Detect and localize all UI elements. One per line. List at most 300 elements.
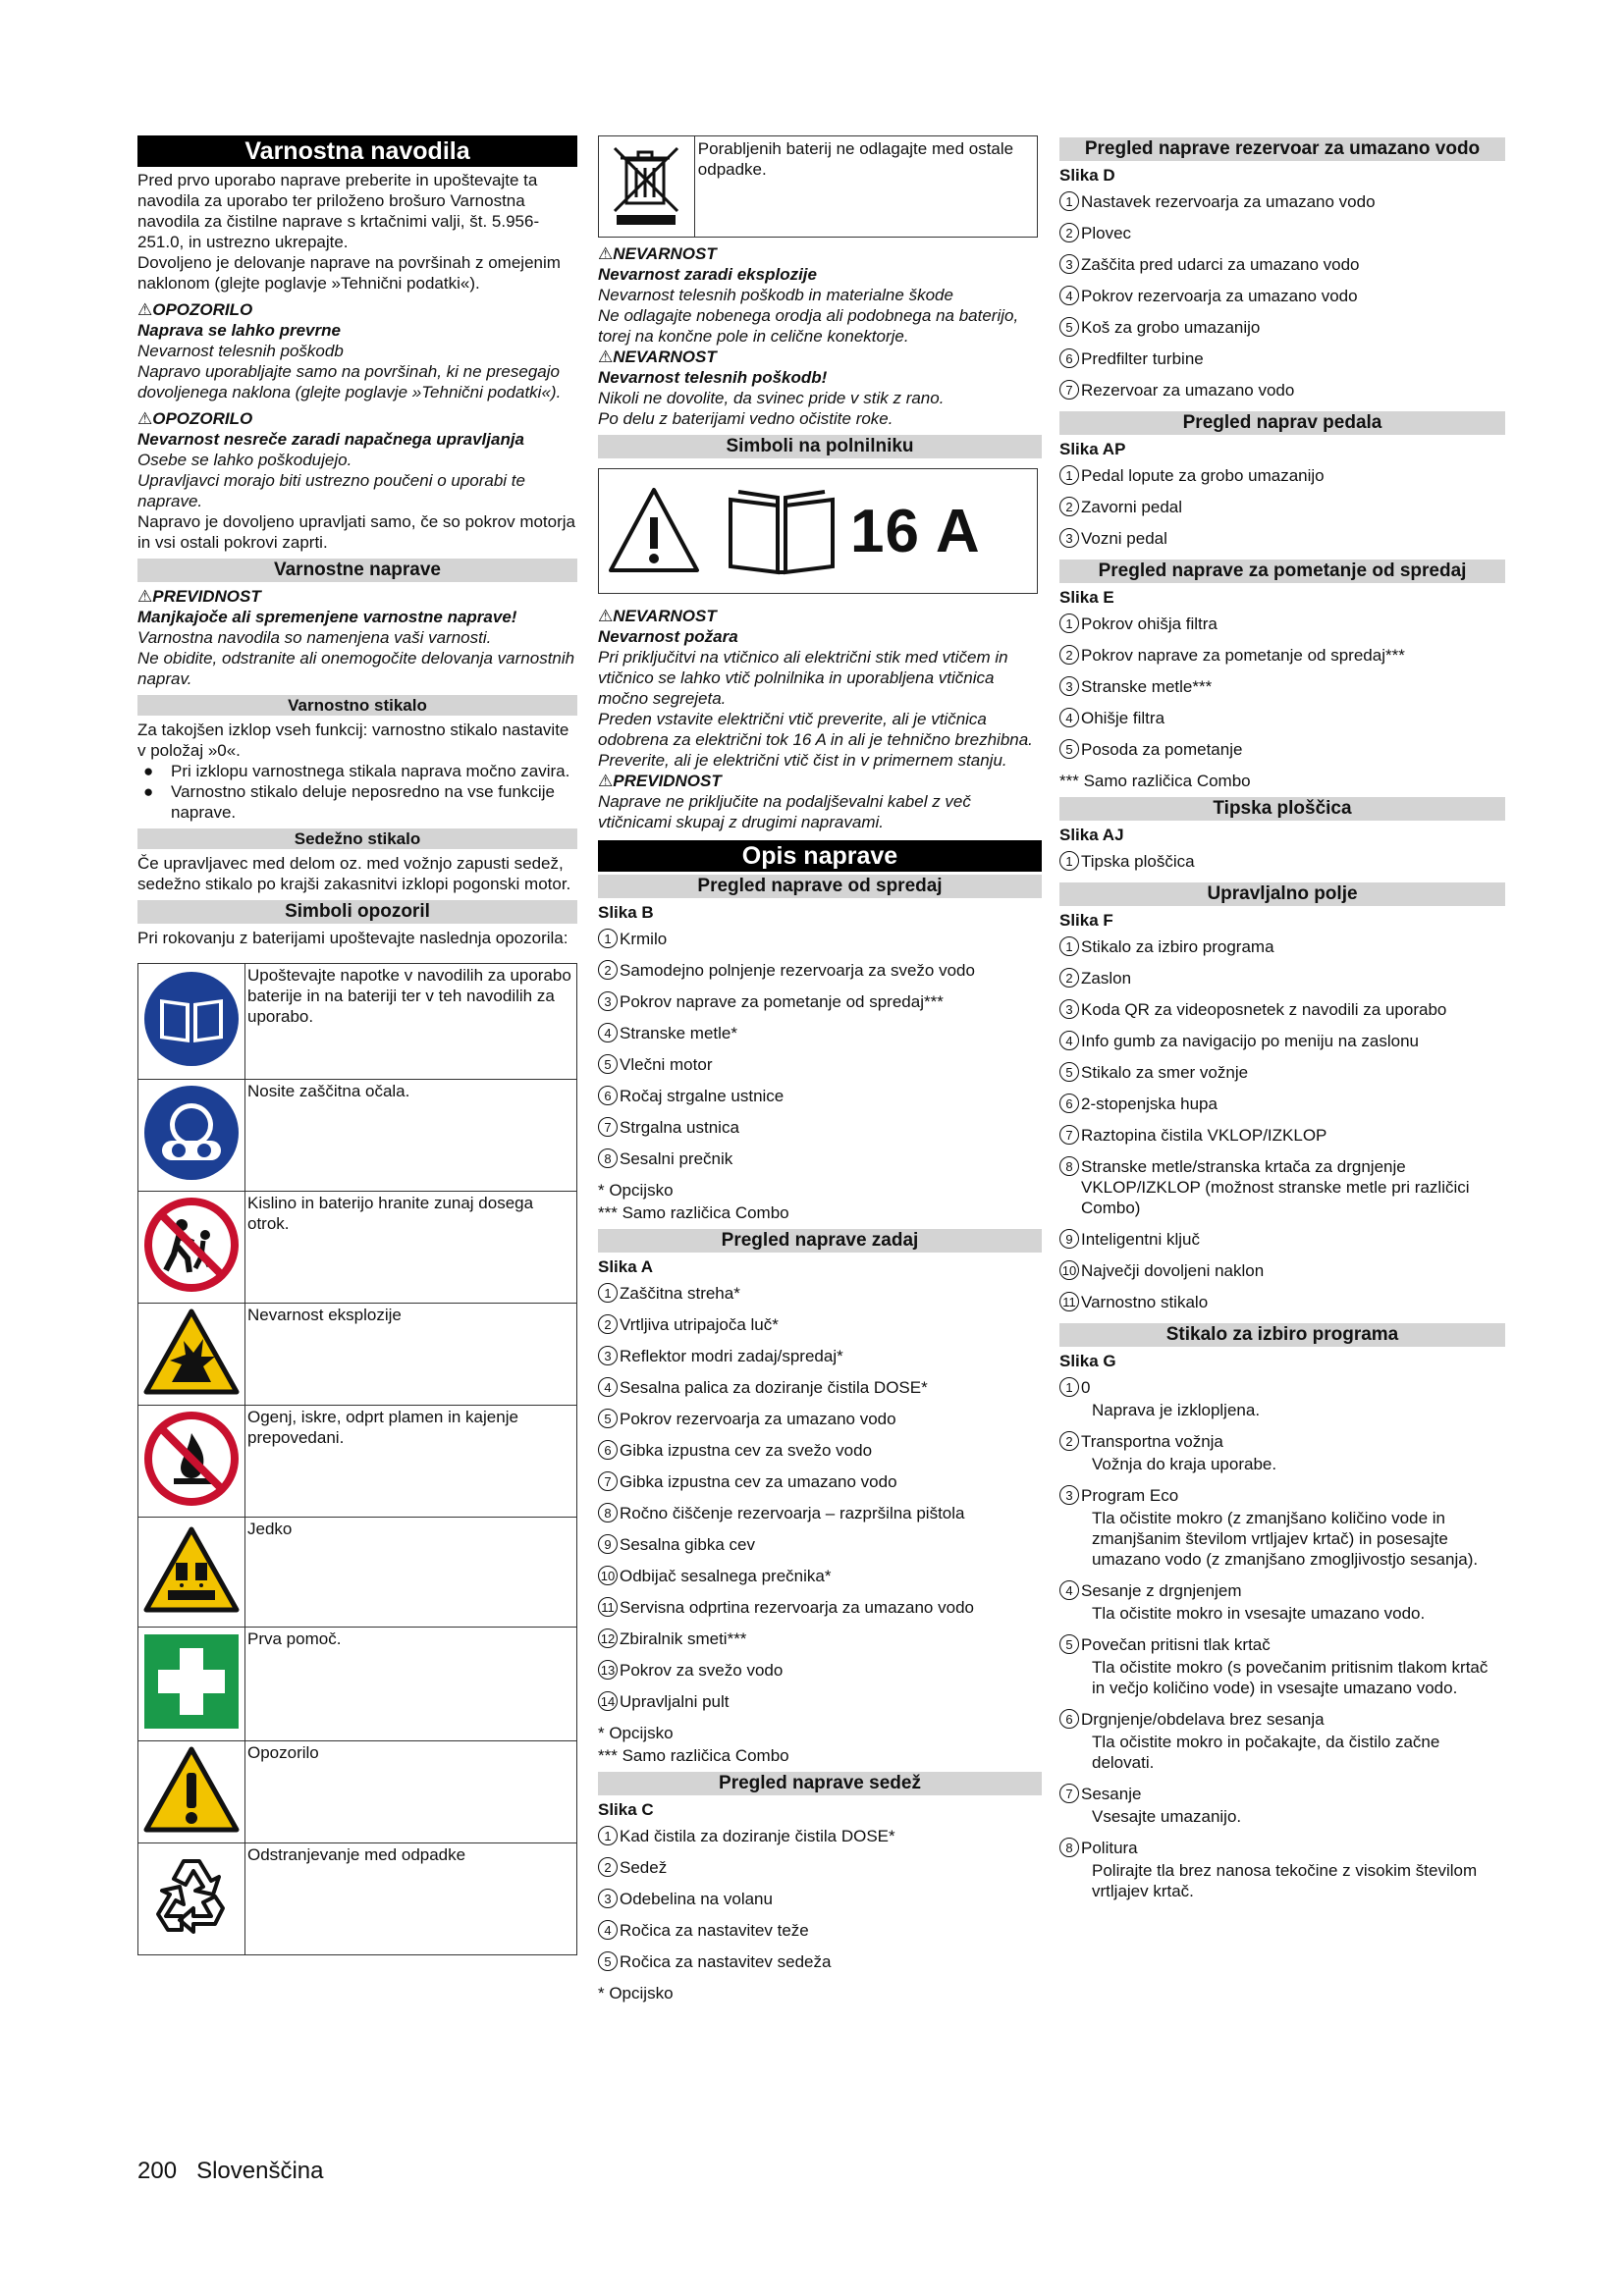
list-item xyxy=(1059,191,1505,212)
item-number: 7 xyxy=(1059,380,1079,400)
pedal-list xyxy=(1059,465,1505,549)
item-text: Odbijač sesalnega prečnika* xyxy=(620,1567,832,1585)
warning-text: Ne obidite, odstranite ali onemogočite delovanja varnostnih naprav. xyxy=(137,649,575,688)
item-text: Ročaj strgalne ustnice xyxy=(620,1087,785,1105)
item-number: 1 xyxy=(598,1826,618,1845)
danger-text: Ne odlagajte nobenega orodja ali podobnega na baterijo, torej na končne pole in celične konektorje. xyxy=(598,306,1019,346)
safety-switch-text: Za takojšen izklop vseh funkcij: varnostno stikalo nastavite v položaj »0«. xyxy=(137,721,569,760)
item-text: Vrtljiva utripajoča luč* xyxy=(620,1315,779,1334)
item-text: Vozni pedal xyxy=(1081,529,1167,548)
symbols-intro: Pri rokovanju z baterijami upoštevajte naslednja opozorila: xyxy=(137,929,568,947)
item-text: Reflektor modri zadaj/spredaj* xyxy=(620,1347,843,1365)
list-item xyxy=(1059,528,1505,549)
figure-label: Slika C xyxy=(598,1800,654,1819)
item-number: 9 xyxy=(598,1534,618,1554)
item-text: Sedež xyxy=(620,1858,668,1877)
item-text: Sesalna palica za doziranje čistila DOSE* xyxy=(620,1378,928,1397)
item-text: Stranske metle*** xyxy=(1081,677,1213,696)
sweep-list xyxy=(1059,614,1505,760)
list-item xyxy=(1059,614,1505,634)
table-row xyxy=(138,1406,577,1518)
item-number: 4 xyxy=(1059,286,1079,305)
program-item xyxy=(1059,1838,1505,1901)
program-description: Tla očistite mokro (z zmanjšano količino vode in zmanjšanim številom vrtljajev krtač) in posesajte umazano vodo (z zmanjšano zmogljivostjo sesanja). xyxy=(1092,1509,1479,1569)
item-number: 1 xyxy=(598,929,618,948)
list-item xyxy=(1059,380,1505,400)
item-number: 5 xyxy=(1059,317,1079,337)
item-text: Sesalna gibka cev xyxy=(620,1535,755,1554)
list-item xyxy=(1059,1125,1505,1146)
list-item xyxy=(1059,968,1505,988)
item-number: 1 xyxy=(1059,191,1079,211)
item-number: 13 xyxy=(598,1660,618,1680)
item-text: Kad čistila za doziranje čistila DOSE* xyxy=(620,1827,895,1845)
footnote: *** Samo različica Combo xyxy=(598,1746,789,1765)
item-number: 1 xyxy=(1059,1377,1079,1397)
symbol-text: Ogenj, iskre, odprt plamen in kajenje prepovedani. xyxy=(245,1406,577,1518)
item-number: 5 xyxy=(598,1951,618,1971)
item-number: 3 xyxy=(1059,999,1079,1019)
intro-paragraph-2: Dovoljeno je delovanje naprave na površinah z omejenim naklonom (glejte poglavje »Tehnični podatki«). xyxy=(137,253,561,293)
item-text: Stranske metle/stranska krtača za drgnjenje VKLOP/IZKLOP (možnost stranske metle pri različici Combo) xyxy=(1081,1157,1470,1217)
item-text: Zbiralnik smeti*** xyxy=(620,1629,747,1648)
heading-control-panel: Upravljalno polje xyxy=(1059,882,1505,906)
item-number: 10 xyxy=(598,1566,618,1585)
symbol-text: Upoštevajte napotke v navodilih za uporabo baterije in na bateriji ter v teh navodilih za uporabo. xyxy=(245,964,577,1080)
list-item xyxy=(598,1283,1042,1304)
item-number: 1 xyxy=(598,1283,618,1303)
list-item xyxy=(598,1857,1042,1878)
danger-label: ⚠NEVARNOST xyxy=(598,244,717,263)
corrosive-icon xyxy=(142,1525,241,1614)
table-row xyxy=(138,1304,577,1406)
item-number: 1 xyxy=(1059,851,1079,871)
figure-label: Slika B xyxy=(598,903,654,922)
warning-text: Osebe se lahko poškodujejo. xyxy=(137,451,352,469)
explosion-icon xyxy=(142,1308,241,1396)
table-row xyxy=(138,1628,577,1741)
item-text: Nastavek rezervoarja za umazano vodo xyxy=(1081,192,1376,211)
list-item xyxy=(1059,676,1505,697)
figure-label: Slika G xyxy=(1059,1352,1116,1370)
list-item xyxy=(1059,1062,1505,1083)
list-item xyxy=(1059,1094,1505,1114)
item-number: 4 xyxy=(598,1023,618,1042)
item-number: 8 xyxy=(1059,1156,1079,1176)
item-text: Strgalna ustnica xyxy=(620,1118,739,1137)
program-name: 0 xyxy=(1081,1378,1091,1397)
column-description xyxy=(598,135,1042,2005)
heading-safety-switch: Varnostno stikalo xyxy=(137,695,577,716)
symbol-text: Opozorilo xyxy=(245,1741,577,1843)
item-text: Pokrov za svežo vodo xyxy=(620,1661,784,1680)
item-number: 5 xyxy=(598,1409,618,1428)
item-number: 11 xyxy=(598,1597,618,1617)
item-number: 9 xyxy=(1059,1229,1079,1249)
item-number: 3 xyxy=(1059,528,1079,548)
symbol-text: Nevarnost eksplozije xyxy=(245,1304,577,1406)
program-name: Drgnjenje/obdelava brez sesanja xyxy=(1081,1710,1325,1729)
danger-text: Preden vstavite električni vtič preverite, ali je vtičnica odobrena za električni tok 16 A in ali je tehnično brezhibna. xyxy=(598,710,1033,749)
current-rating: 16 A xyxy=(850,497,981,565)
list-item xyxy=(1059,936,1505,957)
item-number: 6 xyxy=(1059,1094,1079,1113)
item-number: 6 xyxy=(1059,1709,1079,1729)
heading-safety-devices: Varnostne naprave xyxy=(137,559,577,582)
footer-language: Slovenščina xyxy=(196,2158,324,2184)
danger-text: Po delu z baterijami vedno očistite roke. xyxy=(598,409,893,428)
heading-rear-view: Pregled naprave zadaj xyxy=(598,1229,1042,1253)
list-item xyxy=(598,1629,1042,1649)
program-description: Tla očistite mokro in vsesajte umazano vodo. xyxy=(1092,1604,1426,1623)
footnote: * Opcijsko xyxy=(598,1181,674,1200)
list-item xyxy=(1059,1260,1505,1281)
item-text: Gibka izpustna cev za umazano vodo xyxy=(620,1472,897,1491)
table-row xyxy=(138,1080,577,1192)
list-item xyxy=(1059,286,1505,306)
program-item xyxy=(1059,1634,1505,1698)
list-item xyxy=(1059,254,1505,275)
list-item xyxy=(598,1117,1042,1138)
item-text: Inteligentni ključ xyxy=(1081,1230,1200,1249)
item-number: 5 xyxy=(1059,1634,1079,1654)
list-item xyxy=(1059,1031,1505,1051)
table-row xyxy=(138,964,577,1080)
recycling-icon xyxy=(142,1847,241,1946)
warning-triangle-icon xyxy=(605,484,703,578)
item-number: 1 xyxy=(1059,936,1079,956)
item-text: Koda QR za videoposnetek z navodili za uporabo xyxy=(1081,1000,1447,1019)
item-text: Pokrov naprave za pometanje od spredaj*** xyxy=(1081,646,1405,665)
item-text: Predfilter turbine xyxy=(1081,349,1204,368)
item-text: Ročica za nastavitev teže xyxy=(620,1921,809,1940)
item-text: Koš za grobo umazanijo xyxy=(1081,318,1261,337)
item-text: Največji dovoljeni naklon xyxy=(1081,1261,1265,1280)
item-number: 2 xyxy=(1059,223,1079,242)
item-number: 4 xyxy=(1059,708,1079,727)
warning-text: Napravo uporabljajte samo na površinah, ki ne presegajo dovoljenega naklona (glejte poglavje »Tehnični podatki«). xyxy=(137,362,562,401)
program-description: Tla očistite mokro in počakajte, da čistilo začne delovati. xyxy=(1092,1733,1440,1772)
heading-warning-symbols: Simboli opozoril xyxy=(137,900,577,924)
program-name: Povečan pritisni tlak krtač xyxy=(1081,1635,1271,1654)
list-item xyxy=(598,1566,1042,1586)
item-number: 6 xyxy=(598,1440,618,1460)
figure-label: Slika D xyxy=(1059,166,1115,185)
rear-list xyxy=(598,1283,1042,1712)
manual-icon xyxy=(142,970,241,1068)
item-number: 2 xyxy=(1059,1431,1079,1451)
danger-text: Pri priključitvi na vtičnico ali električni stik med vtičem in vtičnico se lahko vtič polnilnika in uporabljena vtičnica močno segrejeta. xyxy=(598,648,1008,708)
list-item xyxy=(598,1377,1042,1398)
item-text: Upravljalni pult xyxy=(620,1692,730,1711)
warning-label: ⚠OPOZORILO xyxy=(137,409,253,428)
list-item xyxy=(1059,223,1505,243)
warning-heading: Nevarnost nesreče zaradi napačnega upravljanja xyxy=(137,430,525,449)
item-text: Odebelina na volanu xyxy=(620,1890,773,1908)
item-number: 14 xyxy=(598,1691,618,1711)
item-number: 3 xyxy=(598,1889,618,1908)
list-item xyxy=(598,1503,1042,1523)
program-description: Tla očistite mokro (s povečanim pritisnim tlakom krtač in večjo količino vode) in vsesajte umazano vodo. xyxy=(1092,1658,1489,1697)
bullet-item: ● Varnostno stikalo deluje neposredno na vse funkcije naprave. xyxy=(143,782,555,822)
program-name: Politura xyxy=(1081,1839,1138,1857)
item-number: 5 xyxy=(1059,1062,1079,1082)
figure-label: Slika AJ xyxy=(1059,826,1124,844)
item-number: 4 xyxy=(598,1377,618,1397)
list-item xyxy=(598,1314,1042,1335)
item-text: 2-stopenjska hupa xyxy=(1081,1095,1218,1113)
program-item xyxy=(1059,1431,1505,1474)
item-number: 6 xyxy=(1059,348,1079,368)
list-item xyxy=(598,1054,1042,1075)
item-number: 6 xyxy=(598,1086,618,1105)
seat-list xyxy=(598,1826,1042,1972)
list-item xyxy=(1059,851,1505,872)
footnote: * Opcijsko xyxy=(598,1724,674,1742)
table-row xyxy=(138,1192,577,1304)
charger-symbols-box xyxy=(598,468,1038,594)
item-number: 3 xyxy=(598,1346,618,1365)
list-item xyxy=(1059,708,1505,728)
item-number: 3 xyxy=(598,991,618,1011)
footnote: *** Samo različica Combo xyxy=(598,1203,789,1222)
item-text: Servisna odprtina rezervoarja za umazano vodo xyxy=(620,1598,974,1617)
item-number: 8 xyxy=(598,1148,618,1168)
program-item xyxy=(1059,1377,1505,1420)
tank-list xyxy=(1059,191,1505,400)
item-text: Gibka izpustna cev za svežo vodo xyxy=(620,1441,873,1460)
list-item xyxy=(1059,1156,1505,1218)
item-text: Pokrov rezervoarja za umazano vodo xyxy=(620,1410,896,1428)
footnote: * Opcijsko xyxy=(598,1984,674,2002)
list-item xyxy=(1059,739,1505,760)
item-text: Zaslon xyxy=(1081,969,1132,988)
heading-program-switch: Stikalo za izbiro programa xyxy=(1059,1323,1505,1347)
front-list xyxy=(598,929,1042,1169)
plate-list xyxy=(1059,851,1505,872)
item-text: Pokrov ohišja filtra xyxy=(1081,614,1218,633)
danger-heading: Nevarnost zaradi eksplozije xyxy=(598,265,817,284)
danger-label: ⚠NEVARNOST xyxy=(598,607,717,625)
program-description: Polirajte tla brez nanosa tekočine z visokim številom vrtljajev krtač. xyxy=(1092,1861,1478,1900)
item-text: Raztopina čistila VKLOP/IZKLOP xyxy=(1081,1126,1327,1145)
section-title-description: Opis naprave xyxy=(598,840,1042,872)
warning-heading: Manjkajoče ali spremenjene varnostne naprave! xyxy=(137,608,517,626)
table-row xyxy=(138,1741,577,1843)
column-safety xyxy=(137,135,577,1955)
first-aid-icon xyxy=(142,1632,241,1731)
no-fire-icon xyxy=(142,1410,241,1508)
item-number: 3 xyxy=(1059,254,1079,274)
symbol-text: Odstranjevanje med odpadke xyxy=(245,1843,577,1955)
footnote: *** Samo različica Combo xyxy=(1059,772,1251,790)
item-number: 2 xyxy=(1059,645,1079,665)
program-name: Sesanje z drgnjenjem xyxy=(1081,1581,1242,1600)
keep-away-children-icon xyxy=(142,1196,241,1294)
page-number: 200 xyxy=(137,2158,178,2184)
figure-label: Slika E xyxy=(1059,588,1114,607)
list-item xyxy=(598,960,1042,981)
list-item xyxy=(598,1471,1042,1492)
warning-text: Varnostna navodila so namenjena vaši varnosti. xyxy=(137,628,492,647)
symbol-text: Jedko xyxy=(245,1518,577,1628)
program-item xyxy=(1059,1580,1505,1624)
list-item xyxy=(598,1920,1042,1941)
program-name: Sesanje xyxy=(1081,1785,1142,1803)
list-item xyxy=(1059,1292,1505,1312)
list-item xyxy=(598,1597,1042,1618)
item-text: Varnostno stikalo xyxy=(1081,1293,1209,1311)
item-number: 3 xyxy=(1059,1485,1079,1505)
page-footer xyxy=(137,2158,323,2185)
item-number: 4 xyxy=(1059,1031,1079,1050)
list-item xyxy=(598,1440,1042,1461)
warning-label: ⚠PREVIDNOST xyxy=(137,587,261,606)
item-number: 2 xyxy=(598,1857,618,1877)
item-number: 1 xyxy=(1059,465,1079,485)
list-item xyxy=(598,1346,1042,1366)
item-number: 7 xyxy=(1059,1784,1079,1803)
figure-label: Slika AP xyxy=(1059,440,1126,458)
column-overviews xyxy=(1059,135,1505,1912)
item-text: Tipska ploščica xyxy=(1081,852,1195,871)
caution-label: ⚠PREVIDNOST xyxy=(598,772,722,790)
list-item xyxy=(598,1889,1042,1909)
symbol-text: Prva pomoč. xyxy=(245,1628,577,1741)
item-text: Stranske metle* xyxy=(620,1024,737,1042)
danger-text: Nikoli ne dovolite, da svinec pride v stik z rano. xyxy=(598,389,945,407)
item-text: Pokrov rezervoarja za umazano vodo xyxy=(1081,287,1358,305)
list-item xyxy=(598,1023,1042,1043)
program-description: Vožnja do kraja uporabe. xyxy=(1092,1455,1277,1473)
list-item xyxy=(598,991,1042,1012)
list-item xyxy=(1059,317,1505,338)
read-manual-icon xyxy=(723,482,840,580)
item-number: 7 xyxy=(598,1471,618,1491)
item-text: Ročica za nastavitev sedeža xyxy=(620,1952,832,1971)
item-text: Zaščita pred udarci za umazano vodo xyxy=(1081,255,1360,274)
warning-text: Nevarnost telesnih poškodb xyxy=(137,342,344,360)
table-row xyxy=(138,1518,577,1628)
list-item xyxy=(598,1951,1042,1972)
list-item xyxy=(1059,1229,1505,1250)
heading-dirty-tank: Pregled naprave rezervoar za umazano vodo xyxy=(1059,137,1505,161)
item-text: Zavorni pedal xyxy=(1081,498,1183,516)
symbol-text: Nosite zaščitna očala. xyxy=(245,1080,577,1192)
program-item xyxy=(1059,1784,1505,1827)
item-number: 10 xyxy=(1059,1260,1079,1280)
list-item xyxy=(598,1691,1042,1712)
item-text: Rezervoar za umazano vodo xyxy=(1081,381,1295,400)
caution-text: Naprave ne priključite na podaljševalni kabel z več vtičnicami skupaj z drugimi napravami. xyxy=(598,792,971,831)
item-text: Info gumb za navigacijo po meniju na zaslonu xyxy=(1081,1032,1419,1050)
item-number: 7 xyxy=(1059,1125,1079,1145)
list-item xyxy=(1059,497,1505,517)
item-text: Zaščitna streha* xyxy=(620,1284,740,1303)
danger-text: Preverite, ali je električni vtič čist in v primernem stanju. xyxy=(598,751,1007,770)
heading-seat-switch: Sedežno stikalo xyxy=(137,828,577,849)
intro-paragraph: Pred prvo uporabo naprave preberite in upoštevajte ta navodila za uporabo ter priloženo brošuro Varnostna navodila za čistilne naprave s krtačnimi valji, št. 5.956-251.0, in ustrezno ukrepajte. xyxy=(137,171,540,251)
item-text: Krmilo xyxy=(620,930,668,948)
heading-seat-view: Pregled naprave sedež xyxy=(598,1772,1042,1795)
item-text: Pokrov naprave za pometanje od spredaj*** xyxy=(620,992,944,1011)
list-item xyxy=(598,929,1042,949)
list-item xyxy=(1059,999,1505,1020)
item-number: 5 xyxy=(1059,739,1079,759)
item-number: 2 xyxy=(1059,497,1079,516)
item-text: Pedal lopute za grobo umazanijo xyxy=(1081,466,1325,485)
item-number: 8 xyxy=(1059,1838,1079,1857)
heading-sweeper: Pregled naprave za pometanje od spredaj xyxy=(1059,560,1505,583)
battery-disposal-text: Porabljenih baterij ne odlagajte med ostale odpadke. xyxy=(697,139,1014,179)
item-text: Stikalo za smer vožnje xyxy=(1081,1063,1249,1082)
symbol-text: Kislino in baterijo hranite zunaj dosega otrok. xyxy=(245,1192,577,1304)
item-text: Samodejno polnjenje rezervoarja za svežo vodo xyxy=(620,961,975,980)
list-item xyxy=(598,1148,1042,1169)
list-item xyxy=(1059,348,1505,369)
control-list xyxy=(1059,936,1505,1312)
battery-disposal-box xyxy=(598,135,1038,238)
heading-pedals: Pregled naprav pedala xyxy=(1059,411,1505,435)
item-text: Ročno čiščenje rezervoarja – razpršilna pištola xyxy=(620,1504,965,1522)
item-number: 2 xyxy=(598,1314,618,1334)
list-item xyxy=(598,1826,1042,1846)
heading-type-plate: Tipska ploščica xyxy=(1059,797,1505,821)
item-number: 8 xyxy=(598,1503,618,1522)
warning-heading: Naprava se lahko prevrne xyxy=(137,321,341,340)
item-number: 2 xyxy=(1059,968,1079,988)
list-item xyxy=(598,1534,1042,1555)
list-item xyxy=(598,1086,1042,1106)
item-text: Stikalo za izbiro programa xyxy=(1081,937,1274,956)
heading-charger-symbols: Simboli na polnilniku xyxy=(598,435,1042,458)
item-number: 2 xyxy=(598,960,618,980)
section-title-safety: Varnostna navodila xyxy=(137,135,577,167)
danger-heading: Nevarnost telesnih poškodb! xyxy=(598,368,828,387)
program-item xyxy=(1059,1709,1505,1773)
item-number: 4 xyxy=(598,1920,618,1940)
program-list xyxy=(1059,1377,1505,1901)
danger-heading: Nevarnost požara xyxy=(598,627,738,646)
bullet-item: ● Pri izklopu varnostnega stikala naprava močno zavira. xyxy=(143,762,570,780)
goggles-icon xyxy=(142,1084,241,1182)
item-text: Plovec xyxy=(1081,224,1132,242)
item-number: 12 xyxy=(598,1629,618,1648)
table-row xyxy=(138,1843,577,1955)
program-name: Transportna vožnja xyxy=(1081,1432,1223,1451)
warning-label: ⚠OPOZORILO xyxy=(137,300,253,319)
item-number: 4 xyxy=(1059,1580,1079,1600)
program-description: Naprava je izklopljena. xyxy=(1092,1401,1261,1419)
item-text: Posoda za pometanje xyxy=(1081,740,1243,759)
program-description: Vsesajte umazanijo. xyxy=(1092,1807,1242,1826)
program-item xyxy=(1059,1485,1505,1570)
item-text: Ohišje filtra xyxy=(1081,709,1165,727)
item-number: 5 xyxy=(598,1054,618,1074)
danger-label: ⚠NEVARNOST xyxy=(598,347,717,366)
symbols-table xyxy=(137,963,577,1955)
item-text: Sesalni prečnik xyxy=(620,1149,733,1168)
item-number: 11 xyxy=(1059,1292,1079,1311)
danger-text: Nevarnost telesnih poškodb in materialne škode xyxy=(598,286,953,304)
figure-label: Slika F xyxy=(1059,911,1113,930)
figure-label: Slika A xyxy=(598,1257,654,1276)
warning-text: Upravljavci morajo biti ustrezno poučeni o uporabi te naprave. xyxy=(137,471,525,510)
warning-text: Napravo je dovoljeno upravljati samo, če so pokrov motorja in vsi ostali pokrovi zaprti. xyxy=(137,512,576,552)
list-item xyxy=(598,1660,1042,1681)
crossed-bin-icon xyxy=(607,142,685,231)
list-item xyxy=(598,1409,1042,1429)
